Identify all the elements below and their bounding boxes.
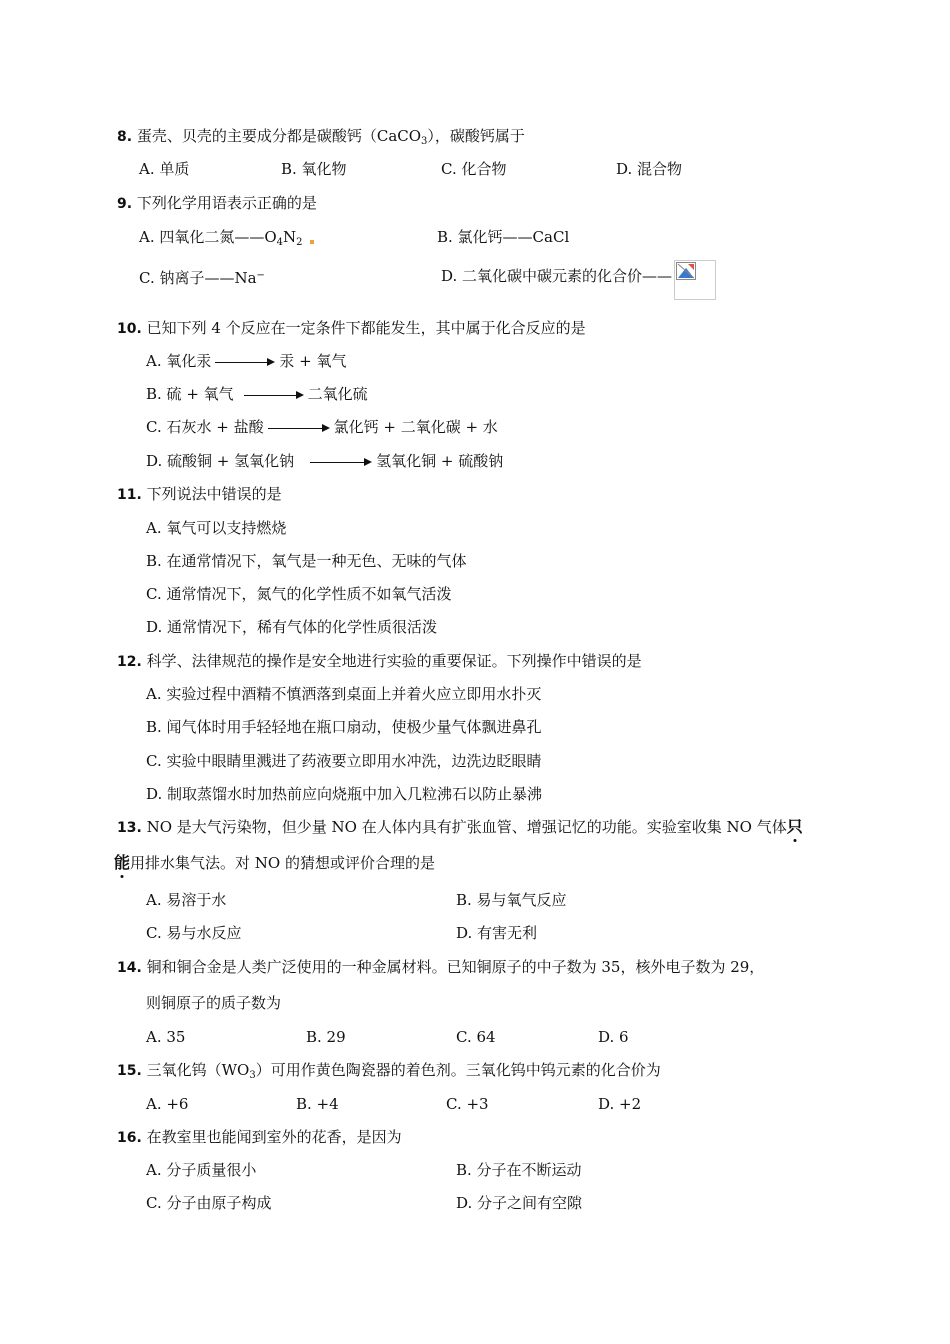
question-16 (117, 1127, 402, 1148)
option-c: C. 化合物 (441, 160, 507, 178)
question-text: 三氧化钨$(WO_3)$可用作黄色陶瓷器的着色剂。三氧化钨中钨元素的化合价为 (146, 1061, 661, 1081)
option-b: B. 29 (306, 1028, 346, 1046)
question-text: 铜和铜合金是人类广泛使用的一种金属材料。已知铜原子的中子数为 35，核外电子数为 29， (146, 958, 765, 976)
question-text: 在教室里也能闻到室外的花香，是因为 (146, 1128, 402, 1146)
question-number: 10. (117, 321, 142, 337)
question-number: 13. (117, 820, 142, 836)
option-d: D. 通常情况下，稀有气体的化学性质很活泼 (146, 618, 438, 636)
question-8 (117, 126, 525, 152)
option-b: B. 氯化钙——CaCl (437, 228, 570, 246)
option-b: B. 氧化物 (281, 160, 347, 178)
question-13 (117, 817, 803, 838)
option-c: C. 钠离子——Na− (139, 269, 265, 287)
option-c: C. 分子由原子构成 (146, 1194, 272, 1212)
emphasis-char: 只 (786, 817, 803, 836)
option-c: C. 易与水反应 (146, 924, 242, 942)
option-b: B. 在通常情况下，氧气是一种无色、无味的气体 (146, 552, 467, 570)
option-d: D. 混合物 (616, 160, 683, 178)
option-b: B. 易与氧气反应 (456, 891, 567, 909)
question-text: 已知下列 4 个反应在一定条件下都能发生，其中属于化合反应的是 (146, 319, 586, 337)
option-c: C. 石灰水 + 盐酸 氯化钙 + 二氧化碳 + 水 (146, 418, 498, 436)
question-13-cont (114, 853, 435, 873)
question-14-cont: 则铜原子的质子数为 (146, 994, 282, 1012)
option-a: A. 四氧化二氮$——O_4N_2$ (139, 227, 314, 253)
option-a: A. 氧化汞 汞 + 氧气 (146, 352, 347, 370)
option-c: C. +3 (446, 1095, 489, 1113)
question-11 (117, 484, 282, 505)
option-b: B. 闻气体时用手轻轻地在瓶口扇动，使极少量气体飘进鼻孔 (146, 718, 542, 736)
question-14 (117, 957, 764, 978)
question-number: 16. (117, 1130, 142, 1146)
question-number: 9. (117, 196, 133, 212)
question-text: 蛋壳、贝壳的主要成分都是碳酸钙（CaCO$_3$），碳酸钙属于 (136, 127, 525, 147)
question-number: 12. (117, 654, 142, 670)
option-d: D. 二氧化碳中碳元素的化合价—— (441, 266, 716, 300)
option-d: D. +2 (598, 1095, 642, 1113)
question-text: 用排水集气法。对 NO 的猜想或评价合理的是 (130, 854, 435, 872)
option-a: A. 35 (146, 1028, 186, 1046)
question-text: 下列化学用语表示正确的是 (136, 194, 317, 212)
question-9 (117, 193, 317, 214)
option-a: A. 分子质量很小 (146, 1161, 257, 1179)
question-12 (117, 651, 642, 672)
reaction-arrow-icon (215, 357, 275, 367)
option-a: A. 易溶于水 (146, 891, 227, 909)
question-number: 11. (117, 487, 142, 503)
question-text: 下列说法中错误的是 (146, 485, 282, 503)
option-b: B. 硫 + 氧气 二氧化硫 (146, 385, 368, 403)
emphasis-char: 能 (114, 853, 131, 872)
option-d: D. 有害无利 (456, 924, 538, 942)
option-d: D. 制取蒸馏水时加热前应向烧瓶中加入几粒沸石以防止暴沸 (146, 785, 543, 803)
question-text: 科学、法律规范的操作是安全地进行实验的重要保证。下列操作中错误的是 (146, 652, 642, 670)
option-a: A. 氧气可以支持燃烧 (146, 519, 287, 537)
option-c: C. 通常情况下，氮气的化学性质不如氧气活泼 (146, 585, 452, 603)
option-d: D. 硫酸铜 + 氢氧化钠 氢氧化铜 + 硫酸钠 (146, 452, 504, 470)
question-number: 8. (117, 129, 133, 145)
option-c: C. 64 (456, 1028, 496, 1046)
reaction-arrow-icon (244, 390, 304, 400)
question-10 (117, 318, 586, 339)
question-number: 15. (117, 1063, 142, 1079)
question-15 (117, 1060, 661, 1086)
option-d: D. 6 (598, 1028, 629, 1046)
option-c: C. 实验中眼睛里溅进了药液要立即用水冲洗，边洗边眨眼睛 (146, 752, 542, 770)
small-mark-icon (310, 240, 314, 244)
option-b: B. 分子在不断运动 (456, 1161, 582, 1179)
option-b: B. +4 (296, 1095, 339, 1113)
option-a: A. 单质 (139, 160, 190, 178)
question-number: 14. (117, 960, 142, 976)
question-text: NO 是大气污染物，但少量 NO 在人体内具有扩张血管、增强记忆的功能。实验室收集 NO 气体 (146, 818, 787, 836)
option-a: A. +6 (146, 1095, 189, 1113)
reaction-arrow-icon (310, 457, 372, 467)
option-a: A. 实验过程中酒精不慎洒落到桌面上并着火应立即用水扑灭 (146, 685, 542, 703)
broken-image-icon (674, 260, 716, 300)
reaction-arrow-icon (268, 423, 330, 433)
option-d: D. 分子之间有空隙 (456, 1194, 583, 1212)
